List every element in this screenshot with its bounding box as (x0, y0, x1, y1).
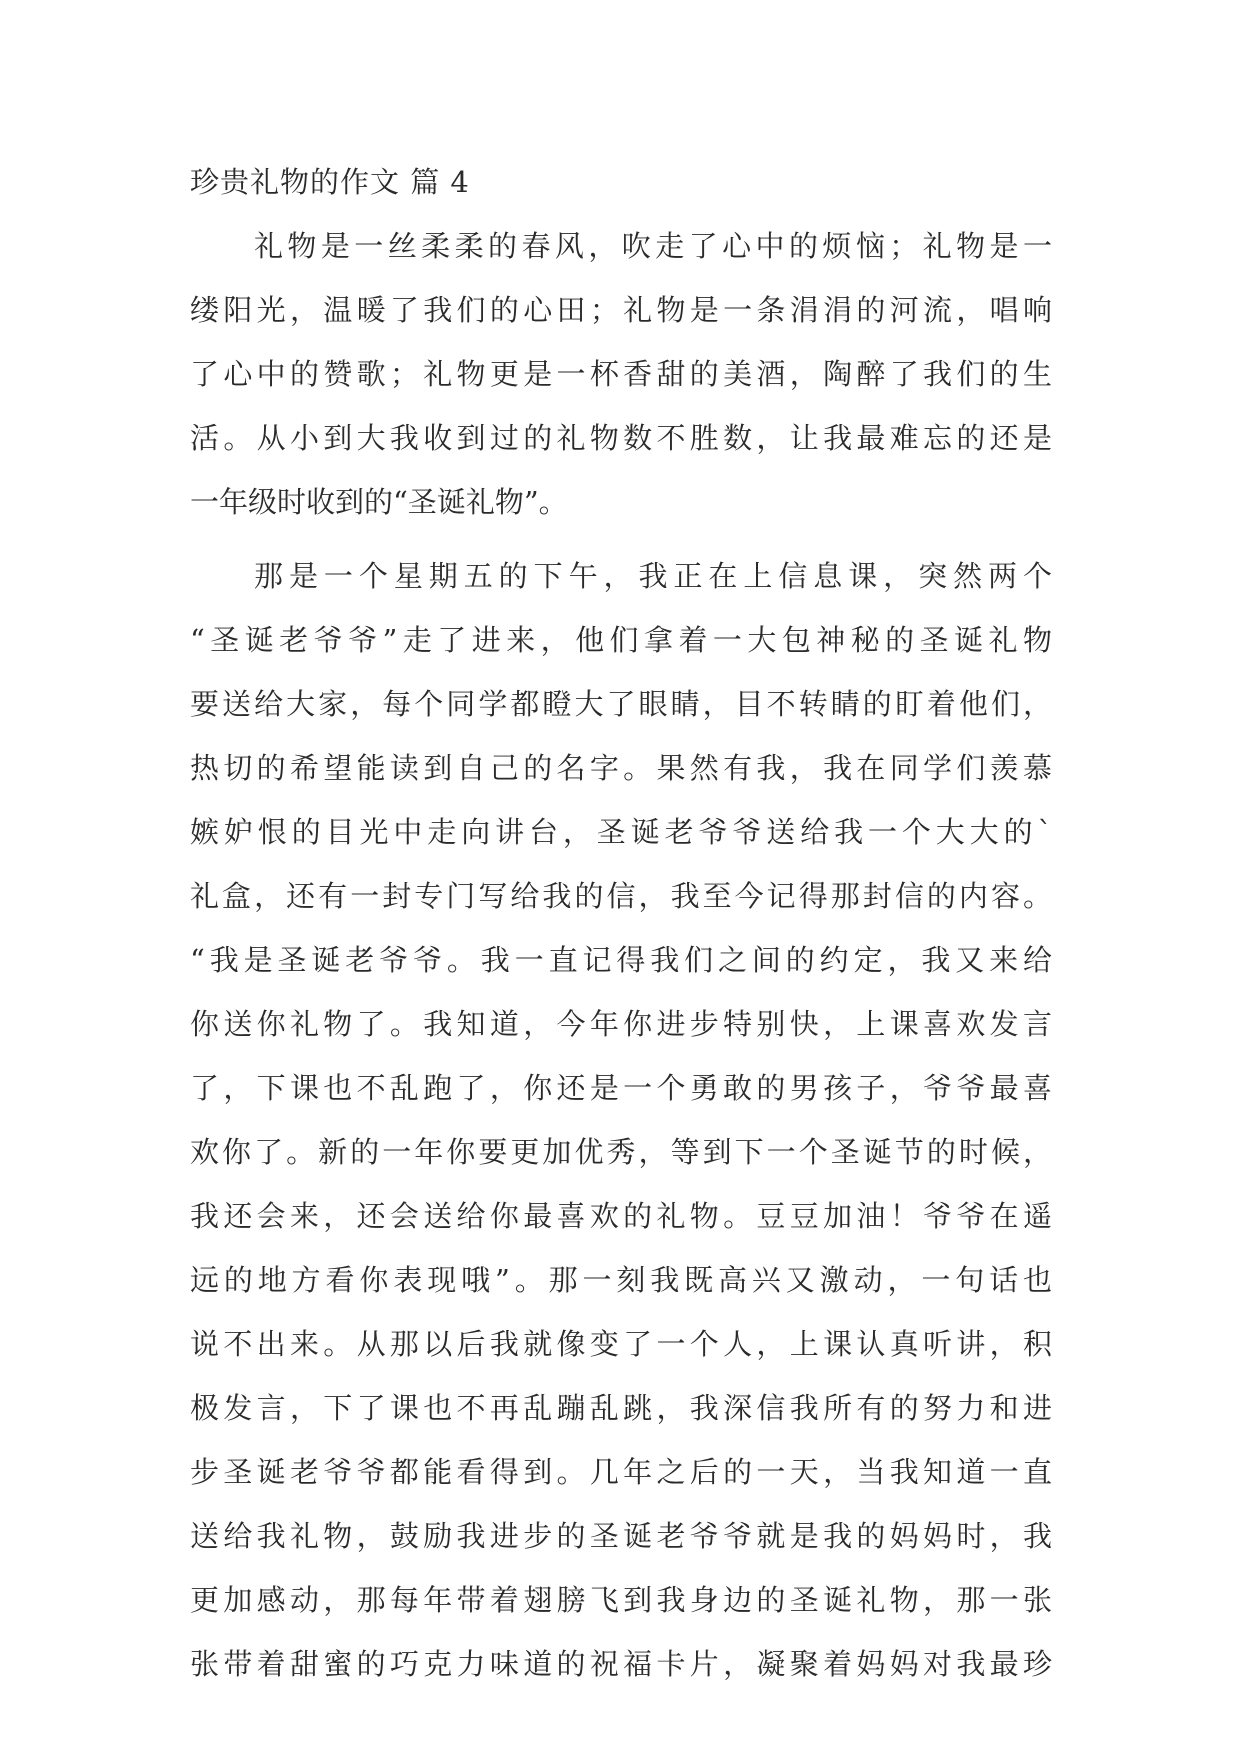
text-line: 要送给大家，每个同学都瞪大了眼睛，目不转睛的盯着他们， (190, 687, 1052, 721)
paragraphs (190, 214, 1052, 1696)
text-line: 极发言，下了课也不再乱蹦乱跳，我深信我所有的努力和进 (190, 1391, 1052, 1425)
text-line: 嫉妒恨的目光中走向讲台，圣诞老爷爷送给我一个大大的` (190, 815, 1052, 849)
text-line: 我还会来，还会送给你最喜欢的礼物。豆豆加油！爷爷在遥 (190, 1199, 1052, 1233)
text-line: 步圣诞老爷爷都能看得到。几年之后的一天，当我知道一直 (190, 1455, 1052, 1489)
text-line: “我是圣诞老爷爷。我一直记得我们之间的约定，我又来给 (190, 943, 1052, 977)
paragraph (190, 214, 1052, 534)
paragraph (190, 544, 1052, 1696)
text-line: 了，下课也不乱跑了，你还是一个勇敢的男孩子，爷爷最喜 (190, 1071, 1052, 1105)
text-line: 张带着甜蜜的巧克力味道的祝福卡片，凝聚着妈妈对我最珍 (190, 1647, 1052, 1681)
text-line: 说不出来。从那以后我就像变了一个人，上课认真听讲，积 (190, 1327, 1052, 1361)
text-line: 活。从小到大我收到过的礼物数不胜数，让我最难忘的还是 (190, 421, 1052, 455)
page-title: 珍贵礼物的作文 篇 4 (190, 165, 470, 199)
text-line: 远的地方看你表现哦”。那一刻我既高兴又激动，一句话也 (190, 1263, 1052, 1297)
text-line: 欢你了。新的一年你要更加优秀，等到下一个圣诞节的时候， (190, 1135, 1052, 1169)
text-line: 更加感动，那每年带着翅膀飞到我身边的圣诞礼物，那一张 (190, 1583, 1052, 1617)
text-line: 那是一个星期五的下午，我正在上信息课，突然两个 (254, 559, 1052, 593)
document-body (190, 160, 1052, 1706)
text-line: 缕阳光，温暖了我们的心田；礼物是一条涓涓的河流，唱响 (190, 293, 1052, 327)
text-line: 送给我礼物，鼓励我进步的圣诞老爷爷就是我的妈妈时，我 (190, 1519, 1052, 1553)
text-line: 礼盒，还有一封专门写给我的信，我至今记得那封信的内容。 (190, 879, 1052, 913)
text-line: 礼物是一丝柔柔的春风，吹走了心中的烦恼；礼物是一 (254, 229, 1052, 263)
text-line: 你送你礼物了。我知道，今年你进步特别快，上课喜欢发言 (190, 1007, 1052, 1041)
text-line: “圣诞老爷爷”走了进来，他们拿着一大包神秘的圣诞礼物 (190, 623, 1052, 657)
text-line: 一年级时收到的“圣诞礼物”。 (190, 485, 568, 519)
text-line: 热切的希望能读到自己的名字。果然有我，我在同学们羡慕 (190, 751, 1052, 785)
text-line: 了心中的赞歌；礼物更是一杯香甜的美酒，陶醉了我们的生 (190, 357, 1052, 391)
